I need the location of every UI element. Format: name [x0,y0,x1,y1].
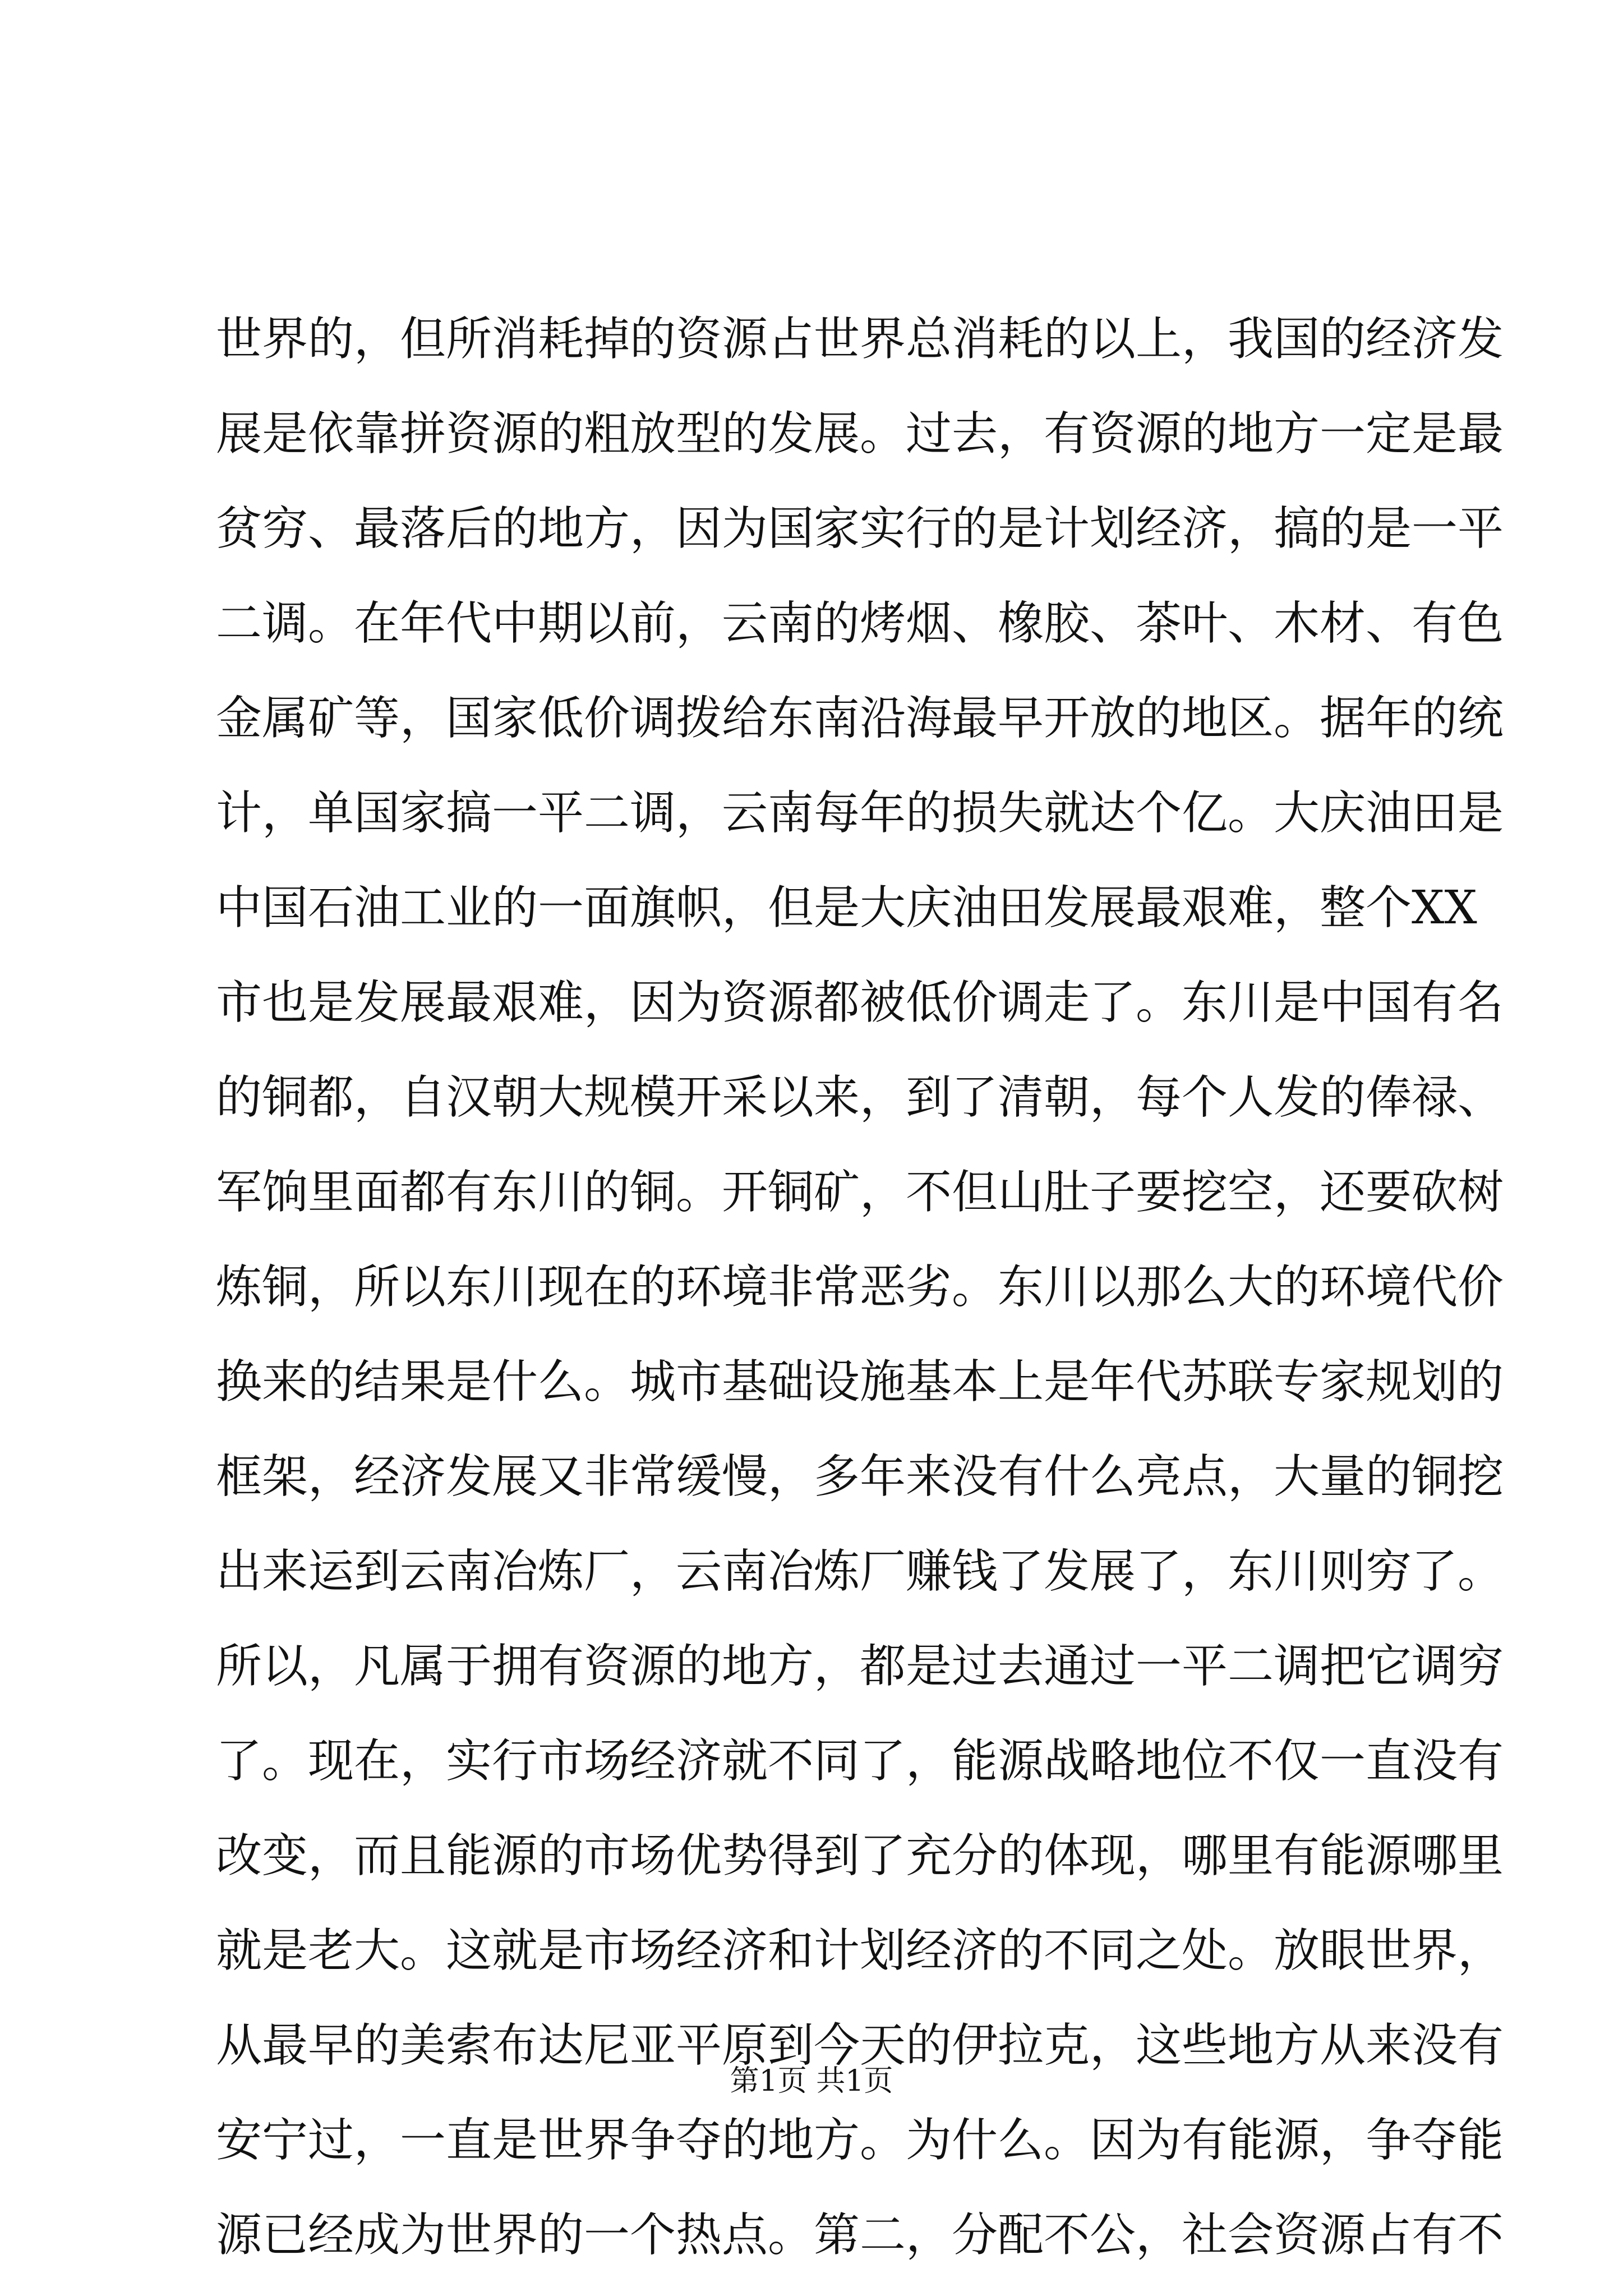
text-line: 二调。在年代中期以前，云南的烤烟、橡胶、茶叶、木材、有色 [216,597,1504,650]
text-line: 从最早的美索布达尼亚平原到今天的伊拉克，这些地方从来没有 [216,2019,1504,2072]
text-line: 就是老大。这就是市场经济和计划经济的不同之处。放眼世界， [216,1924,1504,1977]
page-number-footer: 第1页 共1页 [730,2064,893,2098]
text-line: 出来运到云南冶炼厂，云南冶炼厂赚钱了发展了，东川则穷了。 [216,1545,1504,1598]
text-line: 框架，经济发展又非常缓慢，多年来没有什么亮点，大量的铜挖 [216,1450,1504,1503]
text-line: 安宁过，一直是世界争夺的地方。为什么。因为有能源，争夺能 [216,2114,1504,2167]
text-line: 换来的结果是什么。城市基础设施基本上是年代苏联专家规划的 [216,1355,1504,1409]
text-line: 金属矿等，国家低价调拨给东南沿海最早开放的地区。据年的统 [216,692,1504,745]
text-line: 改变，而且能源的市场优势得到了充分的体现，哪里有能源哪里 [216,1829,1504,1883]
text-line: 展是依靠拼资源的粗放型的发展。过去，有资源的地方一定是最 [216,407,1504,461]
text-line: 贫穷、最落后的地方，因为国家实行的是计划经济，搞的是一平 [216,502,1504,555]
text-line: 所以，凡属于拥有资源的地方，都是过去通过一平二调把它调穷 [216,1640,1504,1693]
body-text [216,292,1504,2283]
text-line: 市也是发展最艰难，因为资源都被低价调走了。东川是中国有名 [216,976,1504,1029]
text-line: 计，单国家搞一平二调，云南每年的损失就达个亿。大庆油田是 [216,786,1504,840]
text-line: 的铜都，自汉朝大规模开采以来，到了清朝，每个人发的俸禄、 [216,1071,1504,1124]
text-line: 中国石油工业的一面旗帜，但是大庆油田发展最艰难，整个XX [216,881,1477,935]
text-line: 军饷里面都有东川的铜。开铜矿，不但山肚子要挖空，还要砍树 [216,1166,1504,1219]
text-line: 源已经成为世界的一个热点。第二，分配不公，社会资源占有不 [216,2208,1504,2262]
text-line: 世界的，但所消耗掉的资源占世界总消耗的以上，我国的经济发 [216,312,1504,366]
text-line: 了。现在，实行市场经济就不同了，能源战略地位不仅一直没有 [216,1734,1504,1788]
text-line: 炼铜，所以东川现在的环境非常恶劣。东川以那么大的环境代价 [216,1260,1504,1314]
